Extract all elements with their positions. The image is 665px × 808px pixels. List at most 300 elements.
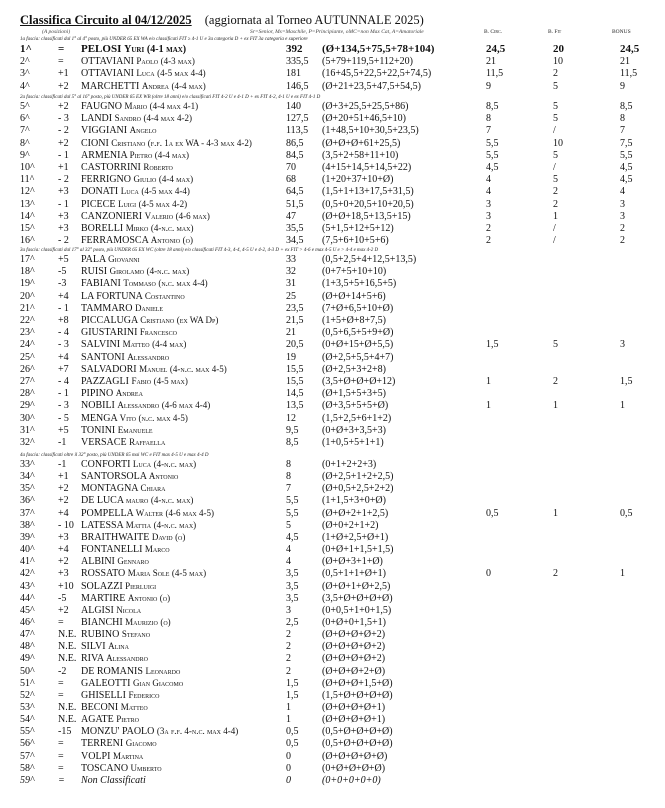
points-breakdown: (1+0,5+5+1+1) xyxy=(322,437,384,448)
bonus-circuito: 2 xyxy=(486,235,491,247)
player-name xyxy=(81,751,143,762)
total-points: 2,5 xyxy=(286,616,299,628)
player-first-name: Federico xyxy=(128,689,160,700)
table-row xyxy=(0,43,665,55)
points-breakdown: (Ø+Ø+Ø+Ø+2) xyxy=(322,653,386,665)
player-surname: TERRENI xyxy=(81,738,124,750)
bonus-total: 7 xyxy=(620,125,625,137)
player-first-name: Luca xyxy=(136,68,155,78)
rank-position: 29^ xyxy=(20,400,35,412)
points-breakdown: (0,5+Ø+Ø+Ø+Ø) xyxy=(322,726,393,738)
player-surname: PELOSI xyxy=(81,43,122,55)
player-ranking-note: (4-n.c. max) xyxy=(150,223,194,233)
bonus-total: 3 xyxy=(620,210,625,222)
bonus-total: 8 xyxy=(620,113,625,125)
rank-position: 45^ xyxy=(20,604,35,616)
rank-variation: N.E. xyxy=(58,702,77,713)
total-points: 1 xyxy=(286,714,291,726)
total-points: 3 xyxy=(286,604,291,616)
points-breakdown: (Ø+3,5+5+5+Ø) xyxy=(322,400,389,412)
table-row xyxy=(0,352,665,364)
total-points: 9,5 xyxy=(286,424,299,436)
player-surname: FAUGNO xyxy=(81,101,122,112)
bonus-total: 4 xyxy=(620,186,625,198)
player-surname: FABIANI xyxy=(81,278,121,290)
rank-variation: +2 xyxy=(58,556,69,568)
points-breakdown: (3,5+2+58+11+10) xyxy=(322,149,399,161)
player-surname: BIANCHI xyxy=(81,616,123,628)
table-row xyxy=(0,459,665,471)
table-row xyxy=(0,690,665,702)
table-row xyxy=(0,556,665,568)
player-surname: DE ROMANIS xyxy=(81,665,143,677)
bonus-circuito: 0 xyxy=(486,568,491,580)
table-row xyxy=(0,605,665,617)
player-first-name: Alina xyxy=(108,641,129,652)
rank-variation: +5 xyxy=(58,424,69,436)
bonus-circuito: 1,5 xyxy=(486,339,499,351)
rank-variation: = xyxy=(58,738,64,750)
table-row xyxy=(0,211,665,223)
player-name xyxy=(81,186,190,197)
player-name xyxy=(81,125,156,136)
points-breakdown: (0,5+1+1+Ø+1) xyxy=(322,568,386,580)
table-row xyxy=(0,653,665,665)
player-name xyxy=(81,714,139,725)
table-row xyxy=(0,125,665,137)
player-first-name: Mario xyxy=(124,101,148,111)
bonus-fit: 5 xyxy=(553,339,558,351)
rank-position: 13^ xyxy=(20,198,35,210)
player-ranking-note: (4-5 max) xyxy=(171,568,207,579)
player-surname: PALA xyxy=(81,254,106,265)
player-name xyxy=(81,702,148,713)
rank-variation: - 1 xyxy=(58,149,69,161)
rank-position: 12^ xyxy=(20,186,35,198)
total-points: 4 xyxy=(286,544,291,556)
player-surname: POMPELLA xyxy=(81,507,134,519)
total-points: 140 xyxy=(286,101,301,112)
bonus-circuito: 7 xyxy=(486,125,491,137)
bonus-circuito: 1 xyxy=(486,376,491,387)
player-name xyxy=(81,150,189,161)
rank-position: 20^ xyxy=(20,290,35,302)
table-row xyxy=(0,327,665,339)
player-first-name: Luca xyxy=(120,186,139,197)
table-row xyxy=(0,495,665,507)
player-ranking-note: (4-n.c. max) xyxy=(153,519,197,530)
player-name xyxy=(81,520,196,531)
player-ranking-note: (4-1 max) xyxy=(146,44,187,55)
player-first-name: Luca xyxy=(132,459,152,469)
bonus-total: 1 xyxy=(620,568,625,580)
table-row xyxy=(0,763,665,775)
total-points: 2 xyxy=(286,665,291,677)
player-first-name: Matteo xyxy=(120,702,148,712)
table-row xyxy=(0,315,665,327)
player-first-name: Yuri xyxy=(124,44,145,55)
rank-position: 39^ xyxy=(20,531,35,543)
player-surname: MARCHETTI xyxy=(81,81,140,92)
player-ranking-note: (4-4 max) xyxy=(154,149,190,160)
bonus-fit: 1 xyxy=(553,400,558,412)
points-breakdown: (0+Ø+Ø+Ø+Ø) xyxy=(322,762,386,774)
total-points: 31 xyxy=(286,278,296,290)
points-breakdown: (Ø+Ø+Ø+Ø+2) xyxy=(322,641,386,653)
player-first-name: Giacomo xyxy=(125,738,157,749)
player-ranking-note: (4-4 max) xyxy=(171,81,206,91)
rank-variation: +5 xyxy=(58,254,69,265)
rank-variation: - 2 xyxy=(58,235,69,247)
points-breakdown: (0+0,5+1+0+1,5) xyxy=(322,604,392,616)
rank-position: 48^ xyxy=(20,641,35,653)
player-name xyxy=(81,678,183,689)
player-surname: CANZONIERI xyxy=(81,210,143,222)
points-breakdown: (Ø+0+2+1+2) xyxy=(322,519,379,531)
player-first-name: Sandro xyxy=(114,113,141,124)
rank-position: 33^ xyxy=(20,459,35,470)
points-breakdown: (Ø+Ø+Ø+Ø+Ø) xyxy=(322,750,388,762)
rank-position: 37^ xyxy=(20,507,35,519)
points-breakdown: (1+48,5+10+30,5+23,5) xyxy=(322,125,419,137)
points-breakdown: (0,5+0+20,5+10+20,5) xyxy=(322,198,414,210)
points-breakdown: (Ø+3+25,5+25,5+86) xyxy=(322,101,409,112)
rank-position: 35^ xyxy=(20,483,35,495)
player-name xyxy=(81,581,156,592)
player-surname: CIONI xyxy=(81,137,109,149)
table-row xyxy=(0,400,665,412)
total-points: 12 xyxy=(286,412,296,424)
rank-variation: - 3 xyxy=(58,113,69,125)
player-surname: MARTIRE xyxy=(81,592,126,604)
rank-position: 16^ xyxy=(20,235,35,247)
player-surname: LA FORTUNA xyxy=(81,290,143,302)
rank-position: 38^ xyxy=(20,519,35,531)
rank-position: 2^ xyxy=(20,56,30,67)
player-first-name: Emanuele xyxy=(117,424,153,435)
table-row xyxy=(0,629,665,641)
table-row xyxy=(0,235,665,247)
points-breakdown: (3,5+Ø+Ø+Ø+12) xyxy=(322,376,396,387)
rank-variation: -1 xyxy=(58,437,67,448)
table-row xyxy=(0,471,665,483)
band-note-3: 3a fascia: classificati dal 17° al 32° posto, più UNDER 65 EX WC (oltre 18 anni) e/o classificati FIT 4-3, 4-4, 4-5 U e 4-2, 4-3 D + ex FIT > 4-6 e max 4-5 U e > 4-4 e max 4-2 D xyxy=(20,248,379,253)
column-header-bonus-fit: B. Fit xyxy=(548,29,562,35)
player-name xyxy=(81,364,227,375)
rank-variation: +4 xyxy=(58,544,69,556)
table-row xyxy=(0,425,665,437)
total-points: 127,5 xyxy=(286,113,309,125)
player-name xyxy=(81,43,186,55)
points-breakdown: (Ø+2,5+1+2+2,5) xyxy=(322,471,394,483)
total-points: 13,5 xyxy=(286,400,304,412)
player-surname: CONFORTI xyxy=(81,459,131,470)
total-points: 15,5 xyxy=(286,376,304,387)
player-name xyxy=(81,101,198,112)
points-breakdown: (1+1,5+3+0+Ø) xyxy=(322,495,386,507)
player-surname: GHISELLI xyxy=(81,689,126,701)
bonus-fit: 1 xyxy=(553,507,558,519)
rank-variation: - 5 xyxy=(58,412,69,424)
positions-note: (A posizioni) xyxy=(42,29,71,35)
total-points: 392 xyxy=(286,43,303,55)
player-ranking-note: (f.f. 1a ex WA - 4-3 max 4-2) xyxy=(147,137,252,148)
player-surname: FERRIGNO xyxy=(81,174,132,186)
player-first-name: Andrea xyxy=(141,81,170,91)
player-surname: VERSACE xyxy=(81,437,127,448)
player-ranking-note: (n.c. max 4-5) xyxy=(138,412,188,423)
total-points: 146,5 xyxy=(286,81,309,92)
player-first-name: Marco xyxy=(144,544,170,555)
rank-position: 36^ xyxy=(20,495,35,507)
rank-variation: +2 xyxy=(58,101,69,112)
player-surname: SALVADORI xyxy=(81,363,137,375)
total-points: 8 xyxy=(286,459,291,470)
bonus-fit: 5 xyxy=(553,149,558,161)
player-surname: AGATE xyxy=(81,714,114,726)
bonus-circuito: 8,5 xyxy=(486,101,499,112)
player-first-name: Walter xyxy=(135,507,164,518)
rank-position: 49^ xyxy=(20,653,35,665)
player-name xyxy=(81,303,163,314)
points-breakdown: (0+Ø+15+Ø+5,5) xyxy=(322,339,394,351)
player-ranking-note: (o) xyxy=(160,616,171,627)
player-name xyxy=(81,726,238,737)
rank-position: 42^ xyxy=(20,568,35,580)
total-points: 47 xyxy=(286,210,296,222)
points-breakdown: (Ø+2,5+3+2+8) xyxy=(322,363,386,375)
bonus-circuito: 4,5 xyxy=(486,162,499,173)
rank-variation: +3 xyxy=(58,531,69,543)
player-surname: LANDI xyxy=(81,113,113,125)
rank-variation: - 3 xyxy=(58,400,69,412)
table-row xyxy=(0,339,665,351)
total-points: 5 xyxy=(286,519,291,531)
player-name xyxy=(81,593,170,604)
points-breakdown: (Ø+Ø+14+5+6) xyxy=(322,290,386,302)
points-breakdown: (1,5+2,5+6+1+2) xyxy=(322,412,392,424)
player-first-name: Daniele xyxy=(134,302,164,313)
rank-variation: +4 xyxy=(58,351,69,363)
bonus-fit: / xyxy=(553,235,556,247)
table-row xyxy=(0,364,665,376)
bonus-fit: / xyxy=(553,125,556,137)
player-first-name: Stefano xyxy=(121,629,151,640)
bonus-circuito: 1 xyxy=(486,400,491,412)
total-points: 0,5 xyxy=(286,726,299,738)
player-surname: GALEOTTI xyxy=(81,677,131,689)
player-surname: Non Classificati xyxy=(81,774,146,786)
table-row xyxy=(0,223,665,235)
player-surname: RUISI xyxy=(81,266,108,278)
bonus-fit: 5 xyxy=(553,81,558,92)
player-surname: TAMMARO xyxy=(81,302,133,314)
player-ranking-note: (4-6 max 4-4) xyxy=(161,400,211,411)
table-row xyxy=(0,532,665,544)
player-first-name: Antonio xyxy=(148,471,179,482)
rank-variation: +3 xyxy=(58,223,69,234)
rank-variation: +8 xyxy=(58,315,69,326)
total-points: 0 xyxy=(286,750,291,762)
rank-variation: +4 xyxy=(58,507,69,519)
player-surname: MONTAGNA xyxy=(81,483,138,495)
table-row xyxy=(0,278,665,290)
bonus-total: 3 xyxy=(620,198,625,210)
player-name xyxy=(81,666,180,677)
table-row xyxy=(0,714,665,726)
player-first-name: Tommaso xyxy=(123,278,156,289)
player-surname: SANTORSOLA xyxy=(81,471,147,483)
player-first-name: Nicola xyxy=(116,604,142,615)
player-ranking-note: (o) xyxy=(159,592,171,603)
player-ranking-note: (3a f.f. 4-n.c. max 4-4) xyxy=(156,726,239,737)
rank-variation: +7 xyxy=(58,363,69,375)
player-name xyxy=(81,775,146,786)
player-surname: ROSSATO xyxy=(81,568,126,580)
player-first-name: Alessandro xyxy=(117,400,160,411)
table-row xyxy=(0,303,665,315)
player-surname: VOLPI xyxy=(81,750,111,762)
total-points: 19 xyxy=(286,351,296,363)
rank-variation: N.E. xyxy=(58,653,77,665)
player-name xyxy=(81,690,160,701)
total-points: 5,5 xyxy=(286,507,299,519)
player-name xyxy=(81,425,153,436)
points-breakdown: (Ø+Ø+Ø+61+25,5) xyxy=(322,137,401,149)
bonus-total: 0,5 xyxy=(620,507,633,519)
player-name xyxy=(81,235,193,246)
player-first-name: Pietro xyxy=(116,714,139,725)
player-surname: CASTORRINI xyxy=(81,162,141,173)
player-first-name: Raffaella xyxy=(129,437,166,447)
player-ranking-note: (4-4 max) xyxy=(152,339,187,350)
rank-position: 21^ xyxy=(20,302,35,314)
player-first-name: Andrea xyxy=(115,388,143,399)
rank-variation: +3 xyxy=(58,568,69,580)
rank-variation: +10 xyxy=(58,580,74,592)
player-ranking-note: (4-n.c. max) xyxy=(146,266,190,277)
player-ranking-note: (4-4 max 4-2) xyxy=(143,113,192,124)
player-first-name: Roberto xyxy=(143,162,173,172)
rank-position: 31^ xyxy=(20,424,35,436)
bonus-circuito: 3 xyxy=(486,198,491,210)
table-row xyxy=(0,174,665,186)
band-note-4: 4a fascia: classificati oltre il 32° posto, più UNDER 65 mai WC e FIT max 4-5 U e max 4-4 D xyxy=(20,453,209,458)
rank-variation: - 1 xyxy=(58,198,69,210)
player-ranking-note: (4-n.c. max 4-5) xyxy=(169,363,227,374)
player-surname: SOLAZZI xyxy=(81,580,123,592)
table-row xyxy=(0,266,665,278)
points-breakdown: (1+5+Ø+8+7,5) xyxy=(322,315,386,326)
player-first-name: Pietro xyxy=(129,149,153,160)
total-points: 4 xyxy=(286,556,291,568)
points-breakdown: (Ø+Ø+Ø+2+Ø) xyxy=(322,665,386,677)
player-surname: DONATI xyxy=(81,186,119,198)
bonus-fit: 5 xyxy=(553,113,558,125)
points-breakdown: (Ø+2,5+5,5+4+7) xyxy=(322,351,394,363)
player-name xyxy=(81,532,185,543)
rank-variation: = xyxy=(58,762,64,774)
total-points: 3,5 xyxy=(286,592,299,604)
rank-position: 25^ xyxy=(20,351,35,363)
points-breakdown: (1+Ø+2,5+Ø+1) xyxy=(322,531,389,543)
player-first-name: mauro xyxy=(126,495,149,506)
player-surname: MONZU' PAOLO xyxy=(81,726,155,738)
player-name xyxy=(81,437,165,448)
total-points: 1 xyxy=(286,702,291,713)
rank-position: 15^ xyxy=(20,223,35,234)
player-first-name: Antonio xyxy=(127,592,158,603)
table-row xyxy=(0,593,665,605)
table-row xyxy=(0,68,665,80)
player-name xyxy=(81,508,214,519)
player-first-name: Leonardo xyxy=(145,665,181,676)
bonus-circuito: 5,5 xyxy=(486,149,499,161)
total-points: 7 xyxy=(286,483,291,495)
rank-position: 55^ xyxy=(20,726,35,738)
player-name xyxy=(81,413,188,424)
player-name xyxy=(81,174,193,185)
points-breakdown: (0+Ø+1+1,5+1,5) xyxy=(322,544,394,556)
total-points: 21,5 xyxy=(286,315,304,326)
total-points: 2 xyxy=(286,641,291,653)
rank-position: 40^ xyxy=(20,544,35,556)
table-row xyxy=(0,641,665,653)
rank-variation: +2 xyxy=(58,137,69,149)
rank-variation: -15 xyxy=(58,726,72,738)
player-ranking-note: (o) xyxy=(182,235,193,246)
bonus-total: 1 xyxy=(620,400,625,412)
page-title: Classifica Circuito al 04/12/2025 xyxy=(20,13,192,27)
rank-variation: N.E. xyxy=(58,629,77,641)
bonus-circuito: 5,5 xyxy=(486,137,499,149)
player-surname: SALVINI xyxy=(81,339,121,351)
player-ranking-note: (4-5 max 4-2) xyxy=(138,198,188,209)
rank-variation: - 1 xyxy=(58,388,69,400)
rank-variation: N.E. xyxy=(58,714,77,726)
total-points: 35,5 xyxy=(286,223,304,234)
player-surname: LATESSA xyxy=(81,519,124,531)
rank-variation: = xyxy=(58,774,65,786)
rank-position: 28^ xyxy=(20,388,35,400)
player-name xyxy=(81,388,143,399)
player-first-name: Francesco xyxy=(139,327,177,338)
bonus-total: 24,5 xyxy=(620,43,640,55)
points-breakdown: (0+1+2+2+3) xyxy=(322,459,377,470)
player-ranking-note: (4-3 max) xyxy=(160,56,195,66)
bonus-circuito: 9 xyxy=(486,81,491,92)
total-points: 2 xyxy=(286,653,291,665)
points-breakdown: (1,5+Ø+Ø+Ø+Ø) xyxy=(322,689,393,701)
points-breakdown: (Ø+20+51+46,5+10) xyxy=(322,113,406,125)
player-first-name: Maria Sole xyxy=(127,568,170,579)
rank-position: 56^ xyxy=(20,738,35,750)
player-first-name: Luigi xyxy=(117,198,137,209)
player-name xyxy=(81,339,186,350)
bonus-total: 9 xyxy=(620,81,625,92)
player-first-name: Gennaro xyxy=(117,556,149,567)
bonus-fit: 10 xyxy=(553,56,563,67)
table-row xyxy=(0,775,665,787)
player-first-name: Pierluigi xyxy=(125,580,157,591)
table-row xyxy=(0,150,665,162)
player-ranking-note: (4-4 max) xyxy=(158,174,194,185)
player-surname: PAZZAGLI xyxy=(81,376,129,387)
table-row xyxy=(0,568,665,580)
rank-position: 26^ xyxy=(20,363,35,375)
bonus-circuito: 8 xyxy=(486,113,491,125)
player-first-name: Maurizio xyxy=(125,616,158,627)
